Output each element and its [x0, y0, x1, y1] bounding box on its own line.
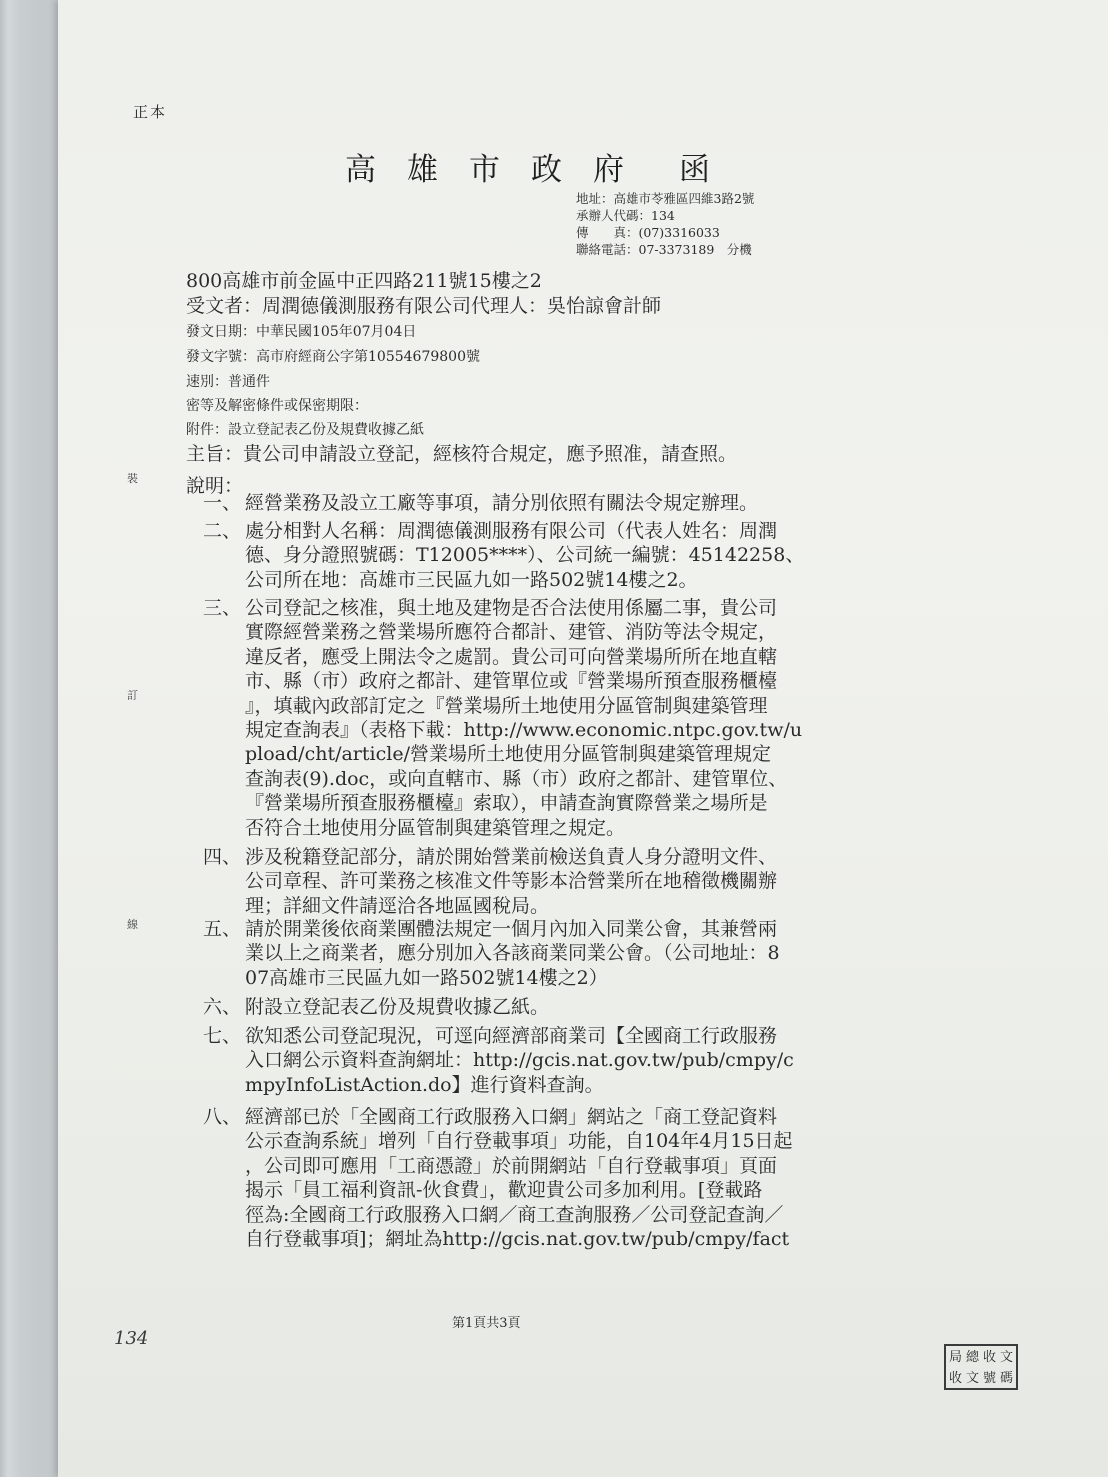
item-line: 07高雄市三民區九如一路502號14樓之2）	[245, 966, 608, 989]
item-number: 七、	[203, 1025, 242, 1047]
binding-mark: 訂	[127, 689, 138, 702]
stamp-char: 總	[965, 1350, 979, 1365]
speed: 速別：普通件	[186, 374, 270, 390]
receipt-stamp	[944, 1344, 1018, 1390]
item-line: mpyInfoListAction.do】進行資料查詢。	[245, 1073, 604, 1096]
item-number: 二、	[203, 520, 242, 542]
item-line: 處分相對人名稱：周潤德儀測服務有限公司（代表人姓名：周潤	[245, 520, 778, 542]
mailing-address: 800高雄市前金區中正四路211號15樓之2	[186, 270, 542, 292]
explanation-label: 說明：	[186, 475, 244, 497]
item-number: 四、	[203, 846, 242, 868]
item-line: 公示查詢系統」增列「自行登載事項」功能，自104年4月15日起	[245, 1130, 793, 1153]
item-number: 一、	[203, 492, 242, 514]
item-line: 入口網公示資料查詢網址：http://gcis.nat.gov.tw/pub/cmpy/c	[245, 1049, 794, 1072]
title-char: 雄	[407, 152, 438, 188]
title-char: 政	[531, 152, 562, 188]
item-line: 實際經營業務之營業場所應符合都計、建管、消防等法令規定，	[245, 621, 778, 644]
subject: 主旨：貴公司申請設立登記，經核符合規定，應予照准，請查照。	[186, 443, 738, 465]
item-line: 』，填載內政部訂定之『營業場所土地使用分區管制與建築管理	[245, 694, 768, 717]
sender-phone: 聯絡電話：07-3373189 分機	[576, 242, 752, 257]
sender-fax: 傳 真：(07)3316033	[576, 225, 720, 240]
explanation-item	[203, 491, 758, 515]
binding-mark: 裝	[127, 472, 138, 485]
item-line: 理；詳細文件請逕洽各地區國稅局。	[245, 894, 550, 917]
sender-address: 地址：高雄市苓雅區四維3路2號	[576, 191, 755, 206]
item-line: 請於開業後依商業團體法規定一個月內加入同業公會，其兼營兩	[245, 918, 778, 940]
item-line: 『營業場所預查服務櫃檯』索取），申請查詢實際營業之場所是	[245, 792, 768, 815]
item-line: 業以上之商業者，應分別加入各該商業同業公會。（公司地址：8	[245, 942, 780, 965]
item-line: 否符合土地使用分區管制與建築管理之規定。	[245, 816, 626, 839]
item-line: 欲知悉公司登記現況，可逕向經濟部商業司【全國商工行政服務	[245, 1025, 778, 1047]
explanation-item	[203, 995, 549, 1019]
explanation-item	[203, 1105, 793, 1251]
item-line: 附設立登記表乙份及規費收據乙紙。	[245, 996, 550, 1018]
stamp-char: 號	[982, 1371, 996, 1386]
item-line: 規定查詢表』（表格下載：http://www.economic.ntpc.gov.tw/u	[245, 719, 803, 742]
item-line: 徑為:全國商工行政服務入口網／商工查詢服務／公司登記查詢／	[245, 1203, 784, 1226]
item-number: 五、	[203, 918, 242, 940]
item-line: 自行登載事項]；網址為http://gcis.nat.gov.tw/pub/cmpy/fact	[245, 1228, 790, 1251]
page-indicator: 第1頁共3頁	[452, 1316, 521, 1331]
item-line: 公司章程、許可業務之核准文件等影本洽營業所在地稽徵機關辦	[245, 870, 778, 893]
title-char: 函	[679, 152, 710, 188]
item-line: pload/cht/article/營業場所土地使用分區管制與建築管理規定	[245, 743, 771, 766]
stamp-char: 局	[948, 1350, 962, 1365]
title-char: 市	[469, 152, 500, 188]
sender-handler-code: 承辦人代碼：134	[576, 208, 675, 223]
item-line: 違反者，應受上開法令之處罰。貴公司可向營業場所所在地直轄	[245, 645, 778, 668]
explanation-item	[203, 917, 780, 990]
stamp-char: 文	[965, 1371, 979, 1386]
attachment: 附件：設立登記表乙份及規費收據乙紙	[186, 422, 424, 438]
title-char: 府	[593, 152, 624, 188]
stamp-char: 收	[982, 1350, 996, 1365]
stamp-char: 碼	[999, 1371, 1013, 1386]
item-line: 揭示「員工福利資訊-伙食費」，歡迎貴公司多加利用。[登載路	[245, 1179, 763, 1202]
item-line: 經營業務及設立工廠等事項，請分別依照有關法令規定辦理。	[245, 492, 759, 514]
explanation-item	[203, 1024, 794, 1097]
copy-mark: 正本	[133, 103, 168, 121]
title-char: 高	[345, 152, 376, 188]
item-line: ，公司即可應用「工商憑證」於前開網站「自行登載事項」頁面	[245, 1154, 778, 1177]
doc-number: 發文字號：高市府經商公字第10554679800號	[186, 349, 480, 365]
item-line: 市、縣（市）政府之都計、建管單位或『營業場所預查服務櫃檯	[245, 670, 778, 693]
item-line: 德、身分證照號碼：T12005****）、公司統一編號：45142258、	[245, 544, 805, 567]
item-number: 三、	[203, 597, 242, 619]
stamp-char: 文	[999, 1350, 1013, 1365]
item-number: 六、	[203, 996, 242, 1018]
document-title	[345, 144, 710, 189]
secrecy: 密等及解密條件或保密期限：	[186, 398, 368, 414]
item-line: 查詢表(9).doc，或向直轄市、縣（市）政府之都計、建管單位、	[245, 767, 788, 790]
item-line: 公司所在地：高雄市三民區九如一路502號14樓之2。	[245, 568, 698, 591]
explanation-item	[203, 519, 804, 592]
explanation-item	[203, 596, 802, 840]
item-number: 八、	[203, 1106, 242, 1128]
item-line: 涉及稅籍登記部分，請於開始營業前檢送負責人身分證明文件、	[245, 846, 778, 868]
item-line: 經濟部已於「全國商工行政服務入口網」網站之「商工登記資料	[245, 1106, 778, 1128]
recipient: 受文者：周潤德儀測服務有限公司代理人：吳怡諒會計師	[186, 295, 662, 317]
item-line: 公司登記之核准，與土地及建物是否合法使用係屬二事，貴公司	[245, 597, 778, 619]
sender-info	[576, 190, 754, 258]
stamp-char: 收	[948, 1371, 962, 1386]
binding-mark: 線	[127, 918, 138, 931]
explanation-item	[203, 845, 777, 918]
issue-date: 發文日期：中華民國105年07月04日	[186, 324, 417, 340]
bottom-number: 134	[114, 1328, 149, 1349]
